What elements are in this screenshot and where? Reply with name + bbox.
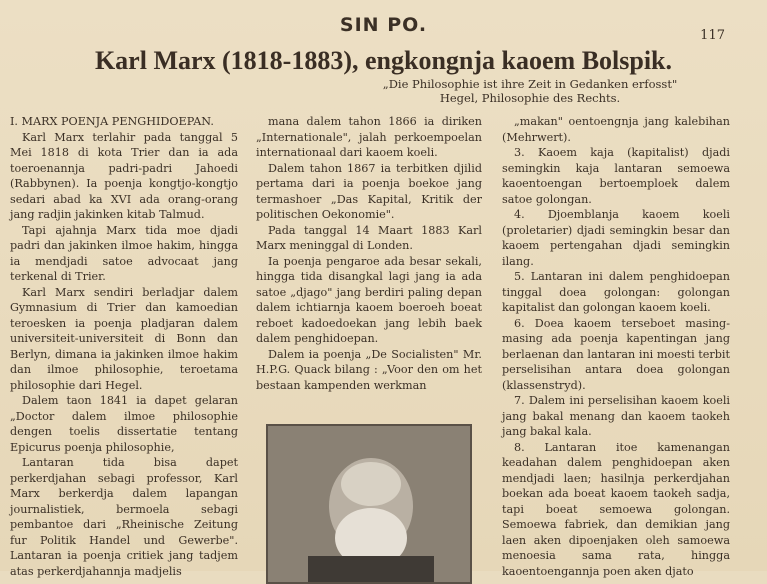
epigraph-quote: „Die Philosophie ist ihre Zeit in Gedanken erfosst" bbox=[382, 77, 678, 91]
section-heading: I. MARX POENJA PENGHIDOEPAN. bbox=[10, 115, 214, 128]
paragraph: 7. Dalem ini perselisihan kaoem koeli jang bakal menang dan kaoem taokeh jang bakal kala. bbox=[502, 394, 730, 438]
article-title: Karl Marx (1818-1883), engkongnja kaoem Bolspik. bbox=[94, 46, 673, 75]
column-1 bbox=[10, 114, 238, 579]
portrait-illustration bbox=[268, 426, 472, 584]
paragraph: Dalem tahon 1867 ia terbitken djilid pertama dari ia poenja boekoe jang termashoer „Das Kapital, Kritik der politischen Oekonomie". bbox=[256, 161, 482, 221]
epigraph-source: Hegel, Philosophie des Rechts. bbox=[439, 91, 621, 105]
paragraph: Tapi ajahnja Marx tida moe djadi padri dan jakinken ilmoe hakim, hingga ia mendjadi satoe advocaat jang terkenal di Trier. bbox=[10, 223, 238, 283]
masthead: SIN PO. bbox=[339, 14, 428, 36]
page-number: 117 bbox=[700, 28, 725, 43]
epigraph bbox=[360, 77, 700, 105]
paragraph: 4. Djoemblanja kaoem koeli (proletarier) djadi semingkin besar dan kaoem pertengahan djadi semingkin ilang. bbox=[502, 208, 730, 268]
paragraph: 5. Lantaran ini dalem penghidoepan tinggal doea golongan: golongan kapitalist dan golongan kaoem koeli. bbox=[502, 270, 730, 314]
paragraph: Karl Marx sendiri berladjar dalem Gymnasium di Trier dan kamoedian teroesken ia poenja pladjaran dalem universiteit-universiteit di Bonn dan Berlyn, dimana ia jakinken ilmoe hakim dan ilmoe philosophie, teroetama philosophie dari Hegel. bbox=[10, 285, 238, 392]
paragraph: 6. Doea kaoem terseboet masing-masing ada poenja kapentingan jang berlaenan dan lantaran ini moesti terbit perselisihan antara doea golongan (klassenstryd). bbox=[502, 316, 730, 392]
paragraph: mana dalem tahon 1866 ia diriken „Internationale", jalah perkoempoelan internationaal dari kaoem koeli. bbox=[256, 115, 482, 159]
paragraph: Ia poenja pengaroe ada besar sekali, hingga tida disangkal lagi jang ia ada satoe „djago" jang berdiri paling depan dalem ichtiarnja kaoem boeroeh boeat reboet kadoedoekan jang lebih baek dalem penghidoepan. bbox=[256, 254, 482, 345]
paragraph: Lantaran tida bisa dapet perkerdjahan sebagi professor, Karl Marx berkerdja dalem lapangan journalistiek, bermoela sebagi pembantoe dari „Rheinische Zeitung fur Politik Handel und Gewerbe". Lantaran ia poenja critiek jang tadjem atas perkerdjahannja madjelis bbox=[10, 456, 238, 578]
paragraph: 3. Kaoem kaja (kapitalist) djadi semingkin kaja lantaran semoewa kaoentoengan bertoemploek dalem satoe golongan. bbox=[502, 146, 730, 206]
paragraph: Karl Marx terlahir pada tanggal 5 Mei 1818 di kota Trier dan ia ada toeroenannja padri-padri Jahoedi (Rabbynen). Ia poenja kongtjo-kongtjo sedari abad ka XVI ada orang-orang jang radjin jakinken kitab Talmud. bbox=[10, 130, 238, 221]
paragraph: Pada tanggal 14 Maart 1883 Karl Marx meninggal di Londen. bbox=[256, 223, 482, 252]
paragraph: „makan" oentoengnja jang kalebihan (Mehrwert). bbox=[502, 115, 730, 144]
column-2 bbox=[256, 114, 482, 393]
paragraph: Dalem taon 1841 ia dapet gelaran „Doctor dalem ilmoe philosophie dengen toelis dissertatie tentang Epicurus poenja philosophie, bbox=[10, 394, 238, 454]
paragraph: 8. Lantaran itoe kamenangan keadahan dalem penghidoepan aken mendjadi laen; hasilnja perkerdjahan boekan ada boeat kaoem taokeh sadja, tapi boeat semoewa golongan. Semoewa fabriek, dan demikian jang laen aken dipoenjaken oleh samoewa menoesia sama rata, hingga kaoentoengannja poen aken djato bbox=[502, 440, 730, 578]
column-3 bbox=[502, 114, 730, 579]
paragraph: Dalem ia poenja „De Socialisten" Mr. H.P.G. Quack bilang : „Voor den om het bestaan kampenden werkman bbox=[256, 347, 482, 392]
karl-marx-portrait bbox=[266, 424, 472, 584]
